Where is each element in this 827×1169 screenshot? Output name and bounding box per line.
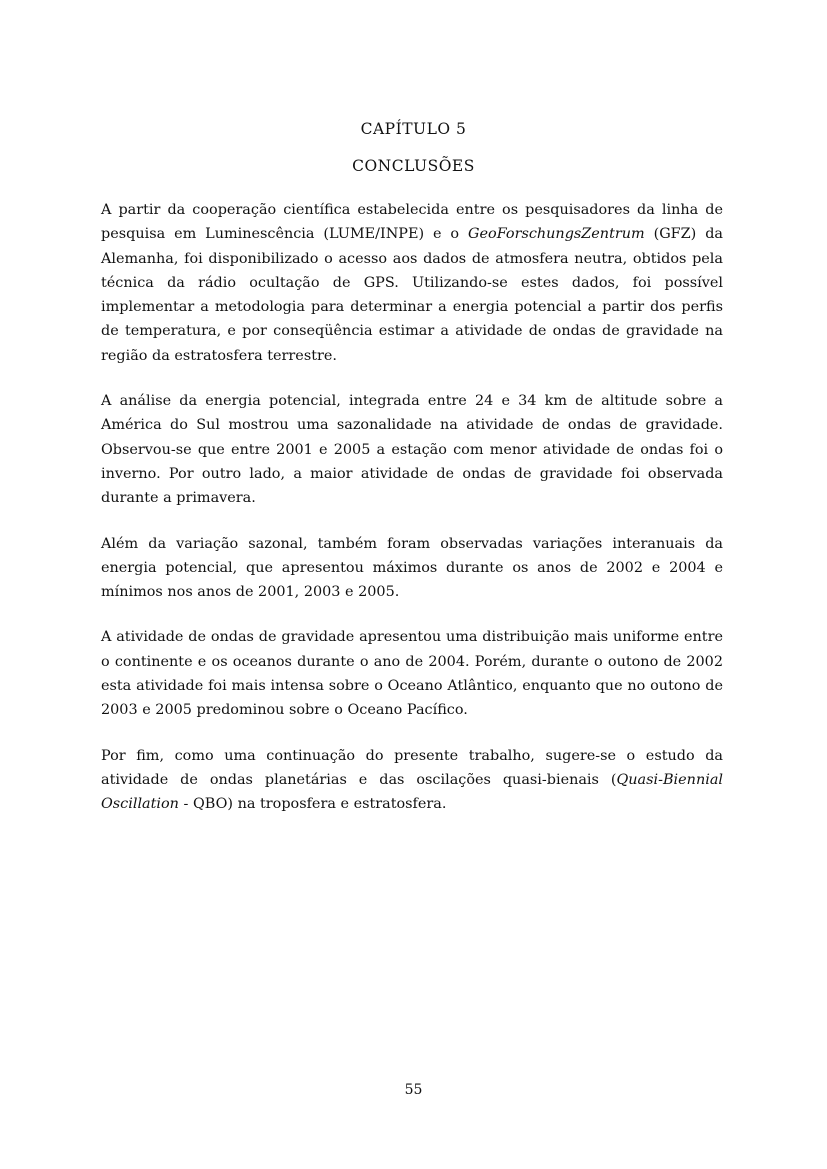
paragraph-1-text-a: A partir da cooperação científica estabelecida entre os pesquisadores da linha de pesquisa em Luminescência (LUME/INPE) e o (101, 202, 723, 243)
paragraph-3-text: Além da variação sazonal, também foram observadas variações interanuais da energia potencial, que apresentou máximos durante os anos de 2002 e 2004 e mínimos nos anos de 2001, 2003 e 2005. (101, 535, 723, 601)
chapter-label: CAPÍTULO 5 (360, 120, 467, 138)
paragraph-4-text: A atividade de ondas de gravidade apresentou uma distribuição mais uniforme entre o continente e os oceanos durante o ano de 2004. Porém, durante o outono de 2002 esta atividade foi mais intensa sobre o Oceano Atlântico, enquanto que no outono de 2003 e 2005 predominou sobre o Oceano Pacífico. (101, 629, 723, 719)
chapter-title: CONCLUSÕES (352, 157, 475, 175)
paragraph-2 (101, 389, 723, 510)
paragraph-5-text-a: Por fim, como uma continuação do presente trabalho, sugere-se o estudo da atividade de ondas planetárias e das oscilações quasi-bienais ( (101, 747, 723, 788)
paragraph-5-text-b: - QBO) na troposfera e estratosfera. (178, 796, 447, 813)
paragraph-5-italic-term: Quasi-Biennial Oscillation (101, 771, 723, 813)
paragraph-4 (101, 625, 723, 722)
paragraph-1-italic-term: GeoForschungsZentrum (468, 226, 645, 243)
paragraph-1 (101, 198, 723, 368)
paragraph-1-text-b: (GFZ) da Alemanha, foi disponibilizado o acesso aos dados de atmosfera neutra, obtidos pela técnica da rádio ocultação de GPS. Utilizando-se estes dados, foi possível implementar a metodologia para determinar a energia potencial a partir dos perfis de temperatura, e por conseqüência estimar a atividade de ondas de gravidade na região da estratosfera terrestre. (101, 226, 723, 364)
paragraph-3 (101, 532, 723, 605)
body-text (101, 198, 723, 838)
paragraph-2-text: A análise da energia potencial, integrada entre 24 e 34 km de altitude sobre a América do Sul mostrou uma sazonalidade na atividade de ondas de gravidade. Observou-se que entre 2001 e 2005 a estação com menor atividade de ondas foi o inverno. Por outro lado, a maior atividade de ondas de gravidade foi observada durante a primavera. (101, 393, 723, 507)
paragraph-5 (101, 744, 723, 817)
page-number: 55 (404, 1082, 423, 1098)
